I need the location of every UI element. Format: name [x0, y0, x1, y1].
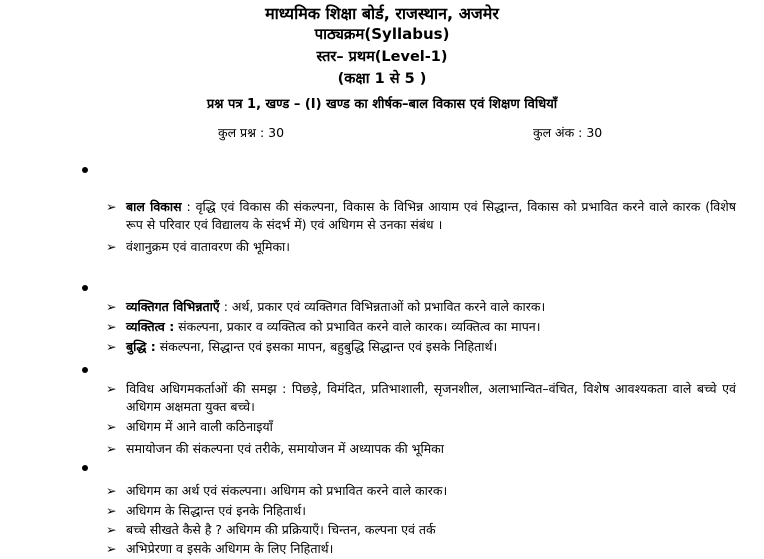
item-text: अधिगम के सिद्धान्त एवं इनके निहितार्थ।: [126, 503, 307, 518]
list-item: [106, 482, 736, 500]
list-item: [106, 298, 736, 316]
arrow-icon: ➢: [106, 541, 117, 556]
item-text: अभिप्रेरणा व इसके अधिगम के लिए निहितार्थ।: [126, 541, 334, 556]
item-term: व्यक्तित्व :: [126, 319, 175, 334]
item-text: अधिगम में आने वाली कठिनाइयाँ: [126, 419, 273, 434]
list-item: [106, 440, 736, 458]
list-item: [106, 198, 736, 234]
arrow-icon: ➢: [106, 419, 117, 434]
item-text: : अर्थ, प्रकार एवं व्यक्तिगत विभिन्नताओं को प्रभावित करने वाले कारक।: [219, 299, 546, 314]
item-text: संकल्पना, सिद्धान्त एवं इसका मापन, बहुबुद्धि सिद्धान्त एवं इसके निहितार्थ।: [155, 339, 498, 354]
list-item: [106, 502, 736, 520]
arrow-icon: ➢: [106, 503, 117, 518]
list-item: [106, 318, 736, 336]
level-title: स्तर– प्रथम(Level-1): [316, 49, 448, 65]
arrow-icon: ➢: [106, 239, 117, 254]
arrow-icon: ➢: [106, 299, 117, 314]
arrow-icon: ➢: [106, 522, 117, 537]
section-bullet: [82, 167, 88, 173]
total-questions: कुल प्रश्न : 30: [218, 125, 285, 140]
arrow-icon: ➢: [106, 381, 117, 396]
arrow-icon: ➢: [106, 199, 117, 214]
item-text: वंशानुक्रम एवं वातावरण की भूमिका।: [126, 239, 291, 254]
item-text: संकल्पना, प्रकार व व्यक्तित्व को प्रभावित करने वाले कारक। व्यक्तित्व का मापन।: [174, 319, 541, 334]
arrow-icon: ➢: [106, 441, 117, 456]
paper-title: प्रश्न पत्र 1, खण्ड – (I) खण्ड का शीर्षक–बाल विकास एवं शिक्षण विधियाँ: [206, 97, 558, 112]
list-item: [106, 238, 736, 256]
item-term: बाल विकास: [126, 199, 182, 214]
section-bullet: [82, 367, 88, 373]
arrow-icon: ➢: [106, 319, 117, 334]
item-term: व्यक्तिगत विभिन्नताएँ: [126, 299, 220, 314]
section-bullet: [82, 285, 88, 291]
item-text: अधिगम का अर्थ एवं संकल्पना। अधिगम को प्रभावित करने वाले कारक।: [126, 483, 448, 498]
class-title: (कक्षा 1 से 5 ): [337, 71, 427, 87]
item-term: बुद्धि :: [126, 339, 156, 354]
list-item: [106, 338, 736, 356]
syllabus-title: पाठ्यक्रम(Syllabus): [314, 25, 450, 43]
list-item: [106, 521, 736, 539]
arrow-icon: ➢: [106, 483, 117, 498]
arrow-icon: ➢: [106, 339, 117, 354]
board-title: माध्यमिक शिक्षा बोर्ड, राजस्थान, अजमेर: [265, 4, 499, 23]
item-text: बच्चे सीखते कैसे है ? अधिगम की प्रक्रियाएँ। चिन्तन, कल्पना एवं तर्क: [126, 522, 436, 537]
list-item: [106, 380, 736, 416]
item-text: समायोजन की संकल्पना एवं तरीके, समायोजन में अध्यापक की भूमिका: [126, 441, 445, 456]
total-marks: कुल अंक : 30: [533, 125, 603, 140]
item-text: : वृद्धि एवं विकास की संकल्पना, विकास के विभिन्न आयाम एवं सिद्धान्त, विकास को प्रभावित करने वाले कारक (विशेष रूप से परिवार एवं विद्यालय के संदर्भ में) एवं अधिगम से उनका संबंध ।: [126, 199, 736, 232]
list-item: [106, 540, 736, 558]
section-bullet: [82, 465, 88, 471]
item-text: विविध अधिगमकर्ताओं की समझ : पिछड़े, विमंदित, प्रतिभाशाली, सृजनशील, अलाभान्वित–वंचित, विशेष आवश्यकता वाले बच्चे एवं अधिगम अक्षमता युक्त बच्चे।: [126, 381, 736, 414]
list-item: [106, 418, 736, 436]
